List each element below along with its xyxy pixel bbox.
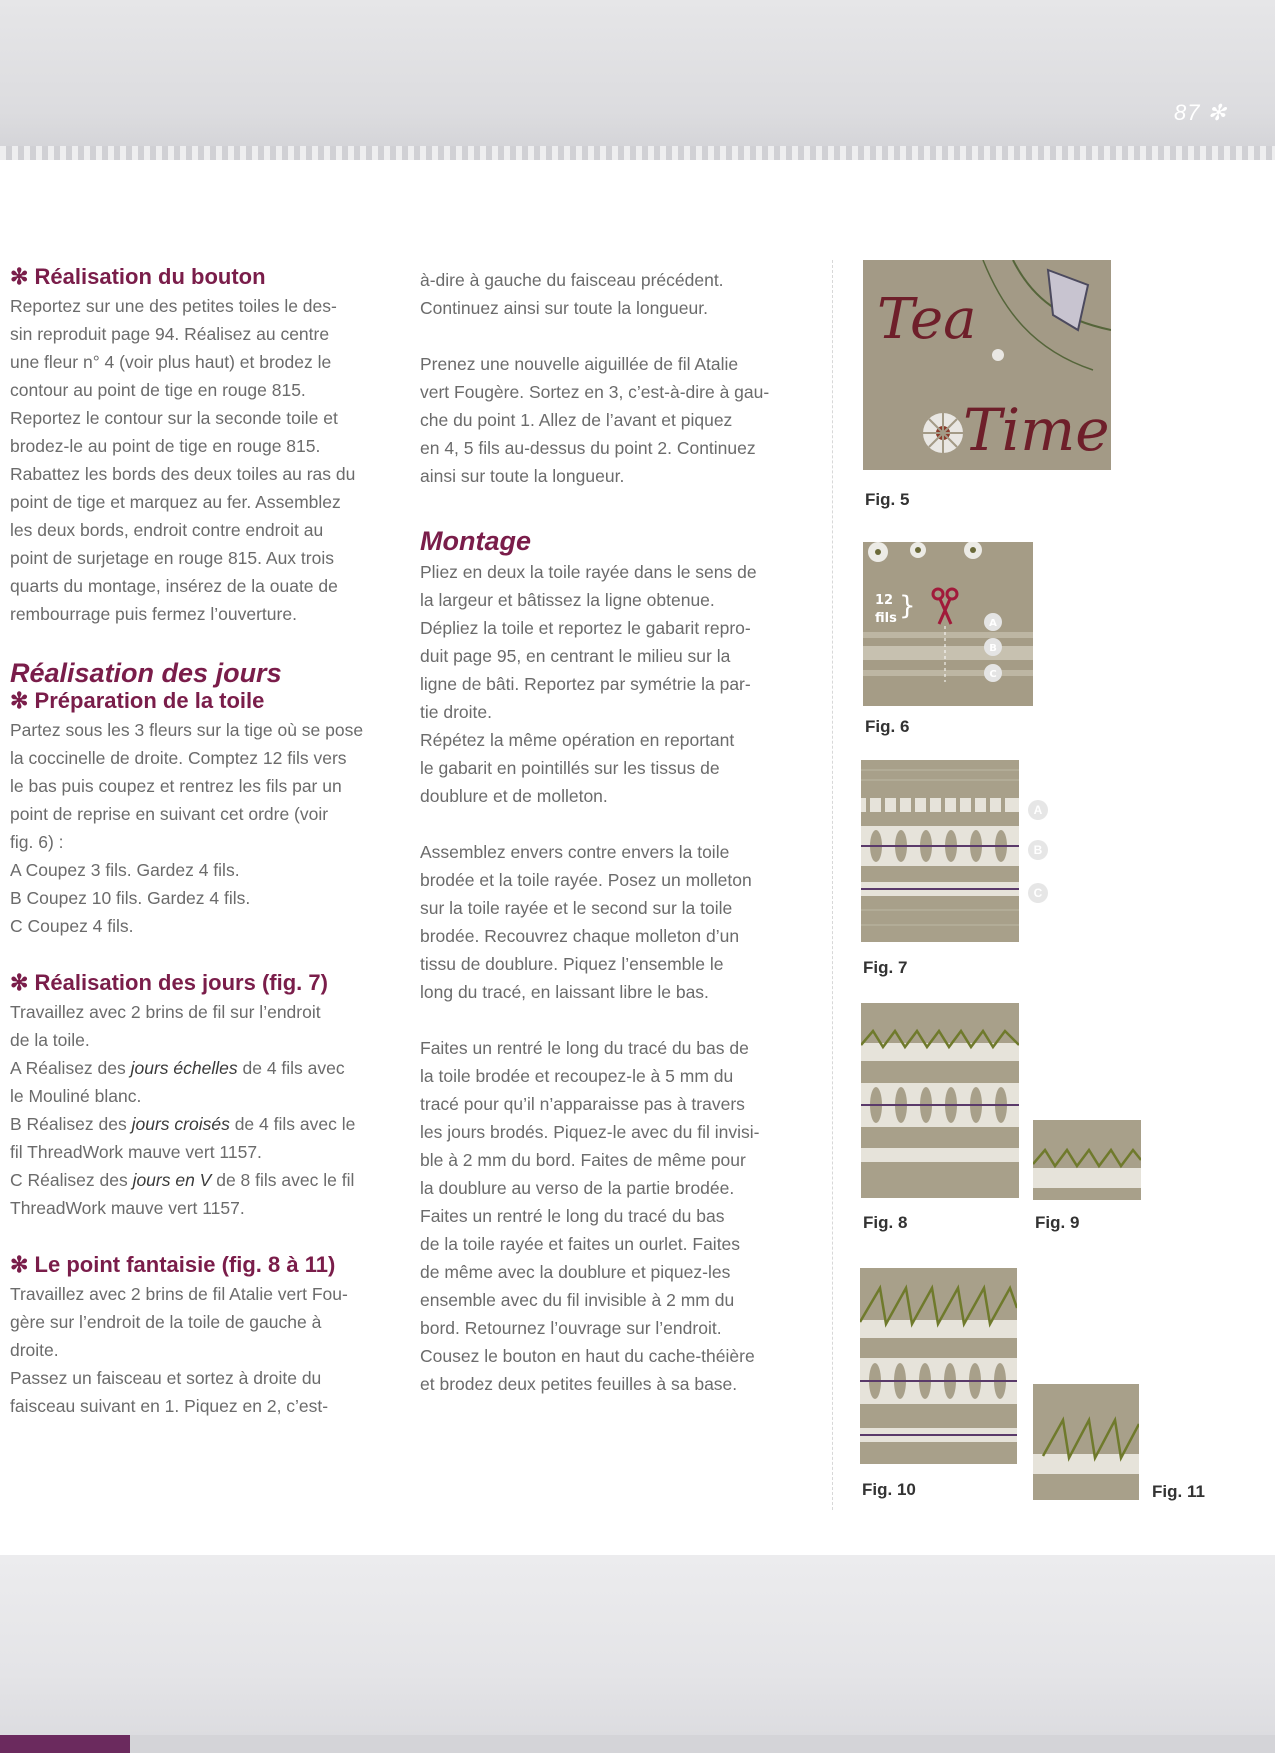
heading-jours-fig7: ✻ Réalisation des jours (fig. 7) xyxy=(10,970,328,995)
paragraph-fantaisie xyxy=(10,1280,395,1420)
text-line: la largeur et bâtissez la ligne obtenue. xyxy=(420,590,715,610)
text-line: Travaillez avec 2 brins de fil Atalie vert Fou- xyxy=(10,1284,348,1304)
text-line: sur la toile rayée et le second sur la toile xyxy=(420,898,733,918)
text-line: contour au point de tige en rouge 815. xyxy=(10,380,306,400)
fig6-cut-diagram xyxy=(863,542,1033,706)
footer-band xyxy=(0,1555,1275,1753)
text-line: Prenez une nouvelle aiguillée de fil Atalie xyxy=(420,354,739,374)
text-line: la toile brodée et recoupez-le à 5 mm du xyxy=(420,1066,734,1086)
fig11-stitch-detail xyxy=(1033,1384,1139,1500)
text-line: Reportez sur une des petites toiles le des- xyxy=(10,296,337,316)
heading-bouton: ✻ Réalisation du bouton xyxy=(10,264,266,289)
figure-11-image xyxy=(1033,1384,1139,1500)
figure-11-caption: Fig. 11 xyxy=(1152,1482,1205,1501)
fig7-label-a: A xyxy=(1028,800,1048,820)
footer-bar xyxy=(0,1735,1275,1753)
figure-10-image xyxy=(860,1268,1017,1464)
fig7-openwork xyxy=(861,760,1019,942)
fig7-label-c: C xyxy=(1028,883,1048,903)
text-line: point de tige et marquez au fer. Assemblez xyxy=(10,492,341,512)
text-line: de la toile. xyxy=(10,1030,90,1050)
jours-c: C Réalisez des jours en V de 8 fils avec le fil xyxy=(10,1170,355,1190)
figure-10-caption: Fig. 10 xyxy=(862,1480,916,1499)
tea-time-embroidery xyxy=(863,260,1111,470)
fig8-fancy-stitch xyxy=(861,1003,1019,1198)
text-line: en 4, 5 fils au-dessus du point 2. Continuez xyxy=(420,438,756,458)
paragraph-preparation xyxy=(10,716,395,940)
figure-5-image xyxy=(863,260,1111,470)
text-line: la coccinelle de droite. Comptez 12 fils vers xyxy=(10,748,347,768)
text-line: quarts du montage, insérez de la ouate de xyxy=(10,576,338,596)
jours-a: A Réalisez des jours échelles de 4 fils avec xyxy=(10,1058,345,1078)
text-line: Reportez le contour sur la seconde toile et xyxy=(10,408,338,428)
text-line: les deux bords, endroit contre endroit au xyxy=(10,520,324,540)
text-line: la doublure au verso de la partie brodée. xyxy=(420,1178,735,1198)
figure-7-image xyxy=(861,760,1019,942)
paragraph-montage-1 xyxy=(420,558,805,810)
text-line: ble à 2 mm du bord. Faites de même pour xyxy=(420,1150,746,1170)
text-line: une fleur n° 4 (voir plus haut) et brodez le xyxy=(10,352,332,372)
section-title-jours: Réalisation des jours xyxy=(10,658,282,688)
figure-6-image xyxy=(863,542,1033,706)
section-title-montage: Montage xyxy=(420,526,531,556)
text-line: B Coupez 10 fils. Gardez 4 fils. xyxy=(10,888,251,908)
figure-8-caption: Fig. 8 xyxy=(863,1213,908,1232)
text-line: vert Fougère. Sortez en 3, c’est-à-dire à gau- xyxy=(420,382,770,402)
daisy-icon xyxy=(923,413,963,453)
text-line: rembourrage puis fermez l’ouverture. xyxy=(10,604,297,624)
text-line: ligne de bâti. Reportez par symétrie la par- xyxy=(420,674,751,694)
text-line: de la toile rayée et faites un ourlet. Faites xyxy=(420,1234,741,1254)
text-line: et brodez deux petites feuilles à sa base. xyxy=(420,1374,738,1394)
column-middle xyxy=(420,266,805,1398)
jours-b: B Réalisez des jours croisés de 4 fils avec le xyxy=(10,1114,356,1134)
text-line: Passez un faisceau et sortez à droite du xyxy=(10,1368,322,1388)
text-line: à-dire à gauche du faisceau précédent. xyxy=(420,270,724,290)
text-line: Pliez en deux la toile rayée dans le sens de xyxy=(420,562,757,582)
text-line: A Coupez 3 fils. Gardez 4 fils. xyxy=(10,860,240,880)
fig5-word-tea: Tea xyxy=(877,287,977,352)
text-line: le gabarit en pointillés sur les tissus de xyxy=(420,758,720,778)
text-line: brodez-le au point de tige en rouge 815. xyxy=(10,436,321,456)
fig6-label-b: B xyxy=(989,643,997,654)
jours-b-line2: fil ThreadWork mauve vert 1157. xyxy=(10,1142,262,1162)
figure-7-caption: Fig. 7 xyxy=(863,958,908,977)
paragraph-continuation xyxy=(420,266,805,322)
text-line: Faites un rentré le long du tracé du bas de xyxy=(420,1038,749,1058)
text-line: de même avec la doublure et piquez-les xyxy=(420,1262,731,1282)
text-line: le bas puis coupez et rentrez les fils par un xyxy=(10,776,342,796)
text-line: tracé pour qu’il n’apparaisse pas à travers xyxy=(420,1094,745,1114)
header-band xyxy=(0,0,1275,160)
jours-a-line2: le Mouliné blanc. xyxy=(10,1086,142,1106)
fig10-stitch-rows xyxy=(860,1268,1017,1464)
text-line: ainsi sur toute la longueur. xyxy=(420,466,625,486)
fig5-word-time: Time xyxy=(963,396,1110,464)
text-line: point de surjetage en rouge 815. Aux trois xyxy=(10,548,334,568)
fig6-label-a: A xyxy=(989,618,997,629)
lace-border xyxy=(0,146,1275,160)
text-line: point de reprise en suivant cet ordre (voir xyxy=(10,804,329,824)
figure-9-caption: Fig. 9 xyxy=(1035,1213,1080,1232)
text-line: Rabattez les bords des deux toiles au ras du xyxy=(10,464,356,484)
text-line: droite. xyxy=(10,1340,59,1360)
text-line: sin reproduit page 94. Réalisez au centre xyxy=(10,324,330,344)
footer-accent xyxy=(0,1735,130,1753)
paragraph-montage-3 xyxy=(420,1034,805,1398)
text-line: Continuez ainsi sur toute la longueur. xyxy=(420,298,708,318)
text-line: bord. Retournez l’ouvrage sur l’endroit. xyxy=(420,1318,722,1338)
text-line: Répétez la même opération en reportant xyxy=(420,730,735,750)
figure-5-caption: Fig. 5 xyxy=(865,490,910,509)
text-line: Travaillez avec 2 brins de fil sur l’endroit xyxy=(10,1002,321,1022)
text-line: gère sur l’endroit de la toile de gauche à xyxy=(10,1312,322,1332)
fig6-label-c: C xyxy=(989,669,997,680)
paragraph-jours-intro xyxy=(10,998,395,1054)
heading-preparation: ✻ Préparation de la toile xyxy=(10,688,265,713)
fig7-label-b: B xyxy=(1028,840,1048,860)
paragraph-aiguillee xyxy=(420,350,805,490)
text-line: long du tracé, en laissant libre le bas. xyxy=(420,982,709,1002)
jours-c-line2: ThreadWork mauve vert 1157. xyxy=(10,1198,245,1218)
column-divider xyxy=(832,260,833,1510)
text-line: Assemblez envers contre envers la toile xyxy=(420,842,730,862)
fig6-unit: fils xyxy=(875,611,897,626)
text-line: Faites un rentré le long du tracé du bas xyxy=(420,1206,725,1226)
fig9-stitch-detail xyxy=(1033,1120,1141,1200)
svg-text:}: } xyxy=(899,591,916,621)
text-line: tissu de doublure. Piquez l’ensemble le xyxy=(420,954,724,974)
figure-9-image xyxy=(1033,1120,1141,1200)
fig6-count: 12 xyxy=(875,593,894,608)
text-line: C Coupez 4 fils. xyxy=(10,916,134,936)
paragraph-montage-2 xyxy=(420,838,805,1006)
text-line: faisceau suivant en 1. Piquez en 2, c’est- xyxy=(10,1396,329,1416)
text-line: fig. 6) : xyxy=(10,832,64,852)
figure-6-caption: Fig. 6 xyxy=(865,717,910,736)
text-line: les jours brodés. Piquez-le avec du fil invisi- xyxy=(420,1122,760,1142)
column-left xyxy=(10,262,395,1420)
text-line: ensemble avec du fil invisible à 2 mm du xyxy=(420,1290,735,1310)
text-line: duit page 95, en centrant le milieu sur la xyxy=(420,646,731,666)
text-line: doublure et de molleton. xyxy=(420,786,608,806)
page-number: 87 ✻ xyxy=(1173,100,1227,125)
text-line: Cousez le bouton en haut du cache-théière xyxy=(420,1346,755,1366)
figure-8-image xyxy=(861,1003,1019,1198)
text-line: Dépliez la toile et reportez le gabarit repro- xyxy=(420,618,751,638)
heading-fantaisie: ✻ Le point fantaisie (fig. 8 à 11) xyxy=(10,1252,336,1277)
text-line: brodée. Recouvrez chaque molleton d’un xyxy=(420,926,740,946)
text-line: brodée et la toile rayée. Posez un molleton xyxy=(420,870,752,890)
paragraph-bouton xyxy=(10,292,395,628)
text-line: Partez sous les 3 fleurs sur la tige où se pose xyxy=(10,720,364,740)
text-line: che du point 1. Allez de l’avant et piquez xyxy=(420,410,733,430)
text-line: tie droite. xyxy=(420,702,492,722)
